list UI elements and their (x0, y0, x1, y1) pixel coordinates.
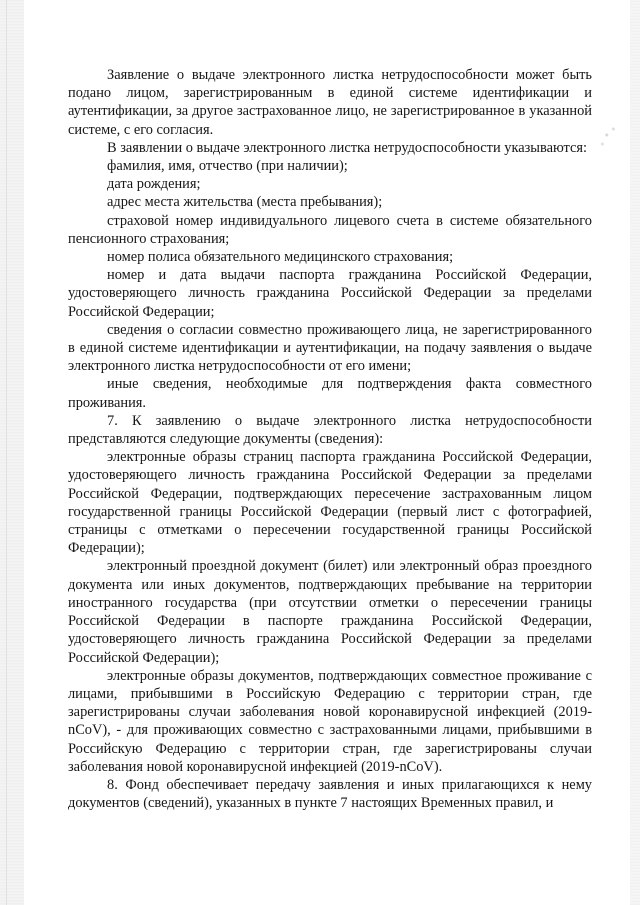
list-item-consent: сведения о согласии совместно проживающего лица, не зарегистрированного в единой системе идентификации и аутентификации, на подачу заявления о выдаче электронного листка нетрудоспособности от его имени; (68, 321, 592, 375)
list-item-snils: страховой номер индивидуального лицевого счета в системе обязательного пенсионного страхования; (68, 212, 592, 247)
list-item-full-name: фамилия, имя, отчество (при наличии); (107, 158, 348, 175)
list-item-passport: номер и дата выдачи паспорта гражданина Российской Федерации, удостоверяющего личность гражданина Российской Федерации за пределами Российской Федерации; (68, 267, 592, 320)
list-item-other-info: иные сведения, необходимые для подтверждения факта совместного проживания. (68, 376, 592, 411)
clause-7: 7. К заявлению о выдаче электронного листка нетрудоспособности представляются следующие документы (сведения): (68, 412, 592, 448)
document-body (68, 66, 592, 812)
paragraph-application-submitter: Заявление о выдаче электронного листка нетрудоспособности может быть подано лицом, зарегистрированным в единой системе идентификации и аутентификации, за другое застрахованное лицо, не зарегистрированное в указанной системе, с его согласия. (68, 67, 592, 138)
document-item-travel-ticket: электронный проездной документ (билет) или электронный образ проездного документа или иных документов, подтверждающих пребывание на территории иностранного государства (при отсутствии отметки о пересечении границы Российской Федерации в паспорте гражданина Российской Федерации, удостоверяющего личность гражданина Российской Федерации за пределами Российской Федерации); (68, 558, 592, 666)
document-item-cohabitation: электронные образы документов, подтверждающих совместное проживание с лицами, прибывшими в Российскую Федерацию с территории стран, где зарегистрированы случаи заболевания новой коронавирусной инфекцией (2019-nCoV), - для проживающих совместно с застрахованными лицами, прибывшими в Российскую Федерацию с территории стран, где зарегистрированы случаи заболевания новой коронавирусной инфекцией (2019-nCoV). (68, 667, 592, 775)
paragraph-application-contents-intro: В заявлении о выдаче электронного листка нетрудоспособности указываются: (107, 139, 587, 156)
clause-8: 8. Фонд обеспечивает передачу заявления и иных прилагающихся к нему документов (сведений), указанных в пункте 7 настоящих Временных правил, и (68, 776, 592, 812)
document-item-passport-pages: электронные образы страниц паспорта гражданина Российской Федерации, удостоверяющего личность гражданина Российской Федерации за пределами Российской Федерации, подтверждающих пересечение застрахованным лицом государственной границы Российской Федерации (первый лист с фотографией, страницы с отметками о пересечении государственной границы Российской Федерации); (68, 449, 592, 557)
scan-left-edge (0, 0, 24, 905)
scan-noise (598, 120, 620, 150)
list-item-oms-policy: номер полиса обязательного медицинского страхования; (107, 249, 454, 266)
list-item-birth-date: дата рождения; (107, 176, 201, 193)
scan-right-edge (630, 0, 640, 905)
list-item-address: адрес места жительства (места пребывания); (107, 194, 383, 211)
